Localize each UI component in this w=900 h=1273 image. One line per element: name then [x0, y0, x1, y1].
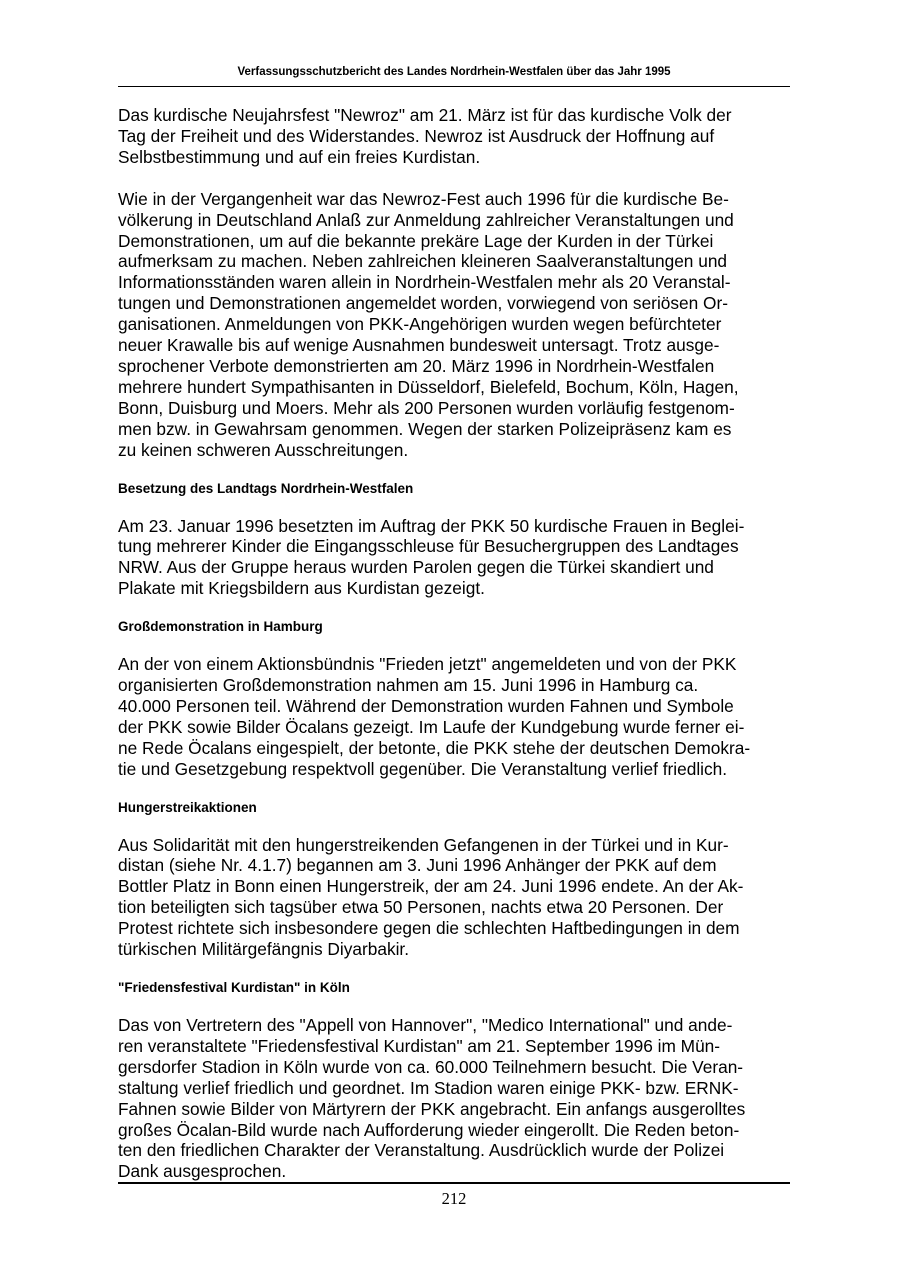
- paragraph-friedensfestival: [118, 1015, 798, 1182]
- text-line: Dank ausgesprochen.: [118, 1161, 287, 1182]
- text-line: ren veranstaltete "Friedensfestival Kurdistan" am 21. September 1996 im Mün-: [118, 1035, 721, 1056]
- heading-landtag: Besetzung des Landtags Nordrhein-Westfalen: [118, 480, 414, 496]
- text-line: gersdorfer Stadion in Köln wurde von ca. 60.000 Teilnehmern besucht. Die Veran-: [118, 1056, 744, 1077]
- paragraph-landtag: [118, 516, 798, 600]
- text-line: Fahnen sowie Bilder von Märtyrern der PKK angebracht. Ein anfangs ausgerolltes: [118, 1098, 746, 1119]
- text-line: neuer Krawalle bis auf wenige Ausnahmen bundesweit untersagt. Trotz ausge-: [118, 335, 720, 356]
- document-body: [118, 105, 798, 1182]
- text-line: tung mehrerer Kinder die Eingangsschleuse für Besuchergruppen des Landtages: [118, 536, 739, 557]
- heading-hungerstreik: Hungerstreikaktionen: [118, 799, 257, 815]
- text-line: zu keinen schweren Ausschreitungen.: [118, 439, 409, 460]
- text-line: tion beteiligten sich tagsüber etwa 50 Personen, nachts etwa 20 Personen. Der: [118, 897, 724, 918]
- text-line: An der von einem Aktionsbündnis "Frieden jetzt" angemeldeten und von der PKK: [118, 654, 737, 675]
- text-line: Am 23. Januar 1996 besetzten im Auftrag der PKK 50 kurdische Frauen in Beglei-: [118, 515, 745, 536]
- text-line: mehrere hundert Sympathisanten in Düsseldorf, Bielefeld, Bochum, Köln, Hagen,: [118, 376, 739, 397]
- text-line: Wie in der Vergangenheit war das Newroz-Fest auch 1996 für die kurdische Be-: [118, 188, 729, 209]
- text-line: großes Öcalan-Bild wurde nach Aufforderung wieder eingerollt. Die Reden beton-: [118, 1119, 740, 1140]
- text-line: Das kurdische Neujahrsfest "Newroz" am 21. März ist für das kurdische Volk der: [118, 105, 732, 125]
- text-line: Das von Vertretern des "Appell von Hannover", "Medico International" und ande-: [118, 1015, 733, 1035]
- paragraph-newroz-intro: [118, 105, 798, 168]
- text-line: Informationsständen waren allein in Nordrhein-Westfalen mehr als 20 Veranstal-: [118, 272, 731, 293]
- text-line: Plakate mit Kriegsbildern aus Kurdistan gezeigt.: [118, 578, 485, 599]
- paragraph-hungerstreik: [118, 835, 798, 960]
- text-line: organisierten Großdemonstration nahmen am 15. Juni 1996 in Hamburg ca.: [118, 675, 699, 696]
- text-line: distan (siehe Nr. 4.1.7) begannen am 3. Juni 1996 Anhänger der PKK auf dem: [118, 855, 717, 876]
- text-line: Bottler Platz in Bonn einen Hungerstreik, der am 24. Juni 1996 endete. An der Ak-: [118, 876, 744, 897]
- text-line: türkischen Militärgefängnis Diyarbakir.: [118, 939, 410, 960]
- text-line: Protest richtete sich insbesondere gegen die schlechten Haftbedingungen in dem: [118, 918, 740, 939]
- text-line: der PKK sowie Bilder Öcalans gezeigt. Im Laufe der Kundgebung wurde ferner ei-: [118, 716, 745, 737]
- text-line: Tag der Freiheit und des Widerstandes. Newroz ist Ausdruck der Hoffnung auf: [118, 125, 715, 146]
- paragraph-newroz-events: [118, 189, 798, 461]
- text-line: Bonn, Duisburg und Moers. Mehr als 200 Personen wurden vorläufig festgenom-: [118, 397, 735, 418]
- text-line: völkerung in Deutschland Anlaß zur Anmeldung zahlreicher Veranstaltungen und: [118, 209, 734, 230]
- text-line: Selbstbestimmung und auf ein freies Kurdistan.: [118, 146, 481, 167]
- text-line: aufmerksam zu machen. Neben zahlreichen kleineren Saalveranstaltungen und: [118, 251, 728, 272]
- text-line: Demonstrationen, um auf die bekannte prekäre Lage der Kurden in der Türkei: [118, 230, 714, 251]
- text-line: staltung verlief friedlich und geordnet. Im Stadion waren einige PKK- bzw. ERNK-: [118, 1077, 739, 1098]
- running-header: Verfassungsschutzbericht des Landes Nordrhein-Westfalen über das Jahr 1995: [237, 66, 671, 78]
- text-line: ten den friedlichen Charakter der Veranstaltung. Ausdrücklich wurde der Polizei: [118, 1140, 725, 1161]
- text-line: men bzw. in Gewahrsam genommen. Wegen der starken Polizeipräsenz kam es: [118, 418, 732, 439]
- text-line: tungen und Demonstrationen angemeldet worden, vorwiegend von seriösen Or-: [118, 293, 729, 314]
- text-line: Aus Solidarität mit den hungerstreikenden Gefangenen in der Türkei und in Kur-: [118, 834, 729, 855]
- header-rule: [118, 86, 790, 87]
- text-line: ne Rede Öcalans eingespielt, der betonte, die PKK stehe der deutschen Demokra-: [118, 737, 751, 758]
- heading-friedensfestival: "Friedensfestival Kurdistan" in Köln: [118, 980, 350, 995]
- text-line: NRW. Aus der Gruppe heraus wurden Parolen gegen die Türkei skandiert und: [118, 557, 714, 578]
- text-line: ganisationen. Anmeldungen von PKK-Angehörigen wurden wegen befürchteter: [118, 314, 722, 335]
- heading-hamburg: Großdemonstration in Hamburg: [118, 619, 323, 635]
- footer-rule: [118, 1182, 790, 1184]
- text-line: sprochener Verbote demonstrierten am 20. März 1996 in Nordrhein-Westfalen: [118, 355, 715, 376]
- text-line: 40.000 Personen teil. Während der Demonstration wurden Fahnen und Symbole: [118, 695, 734, 716]
- page-number: 212: [441, 1189, 467, 1208]
- paragraph-hamburg: [118, 654, 798, 779]
- text-line: tie und Gesetzgebung respektvoll gegenüber. Die Veranstaltung verlief friedlich.: [118, 758, 728, 779]
